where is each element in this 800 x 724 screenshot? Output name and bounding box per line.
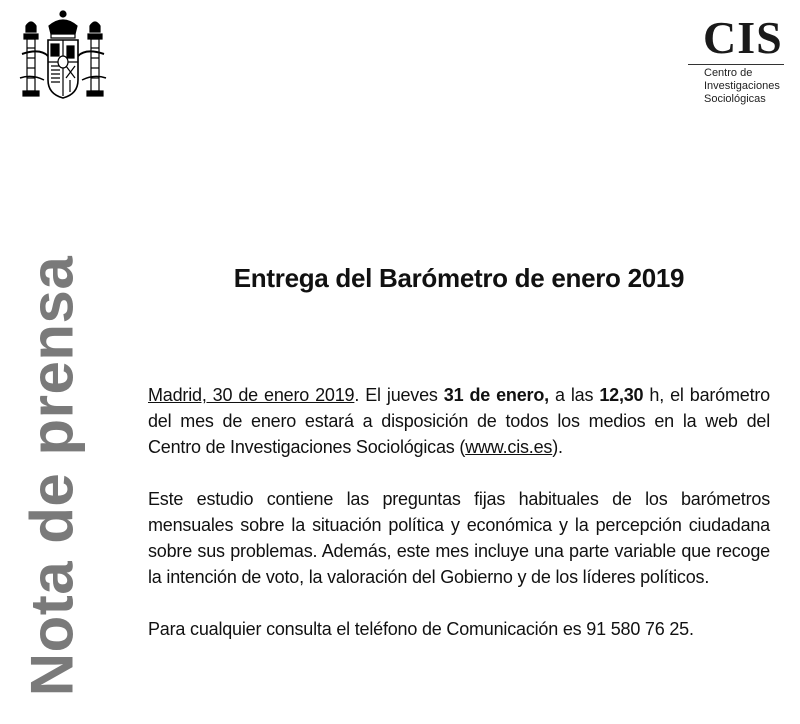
press-release-label: Nota de prensa <box>18 255 86 697</box>
text-run: h, el barómetro del mes de enero estará a disposición de todos los medios en la web del Centro de Investigaciones Sociológicas ( <box>148 385 770 457</box>
time-highlight: 12,30 <box>599 385 644 405</box>
press-body <box>148 382 770 668</box>
dateline: Madrid, 30 de enero 2019 <box>148 385 355 405</box>
spain-coat-of-arms-icon <box>16 8 110 112</box>
cis-logo-subtitle-line: Sociológicas <box>704 93 766 105</box>
paragraph-announcement <box>148 382 770 460</box>
text-run: ). <box>552 437 563 457</box>
text-run: a las <box>548 385 600 405</box>
cis-logo-rule <box>688 64 784 65</box>
side-label <box>20 252 84 700</box>
cis-logo-subtitle-line: Centro de <box>704 67 753 79</box>
date-highlight: 31 de enero, <box>443 385 549 405</box>
cis-logo-subtitle <box>704 67 780 106</box>
paragraph-contact: Para cualquier consulta el teléfono de Comunicación es 91 580 76 25. <box>148 619 694 639</box>
website-link[interactable]: www.cis.es <box>465 437 553 457</box>
paragraph-study: Este estudio contiene las preguntas fijas habituales de los barómetros mensuales sobre la situación política y económica y la percepción ciudadana sobre sus problemas. Además, este mes incluye una parte variable que recoge la intención de voto, la valoración del Gobierno y de los líderes políticos. <box>148 489 770 587</box>
cis-logo <box>686 14 786 114</box>
cis-logo-subtitle-line: Investigaciones <box>704 80 780 92</box>
cis-logo-mark: CIS <box>703 12 783 63</box>
page-title: Entrega del Barómetro de enero 2019 <box>233 263 685 293</box>
text-run: . El jueves <box>354 385 444 405</box>
